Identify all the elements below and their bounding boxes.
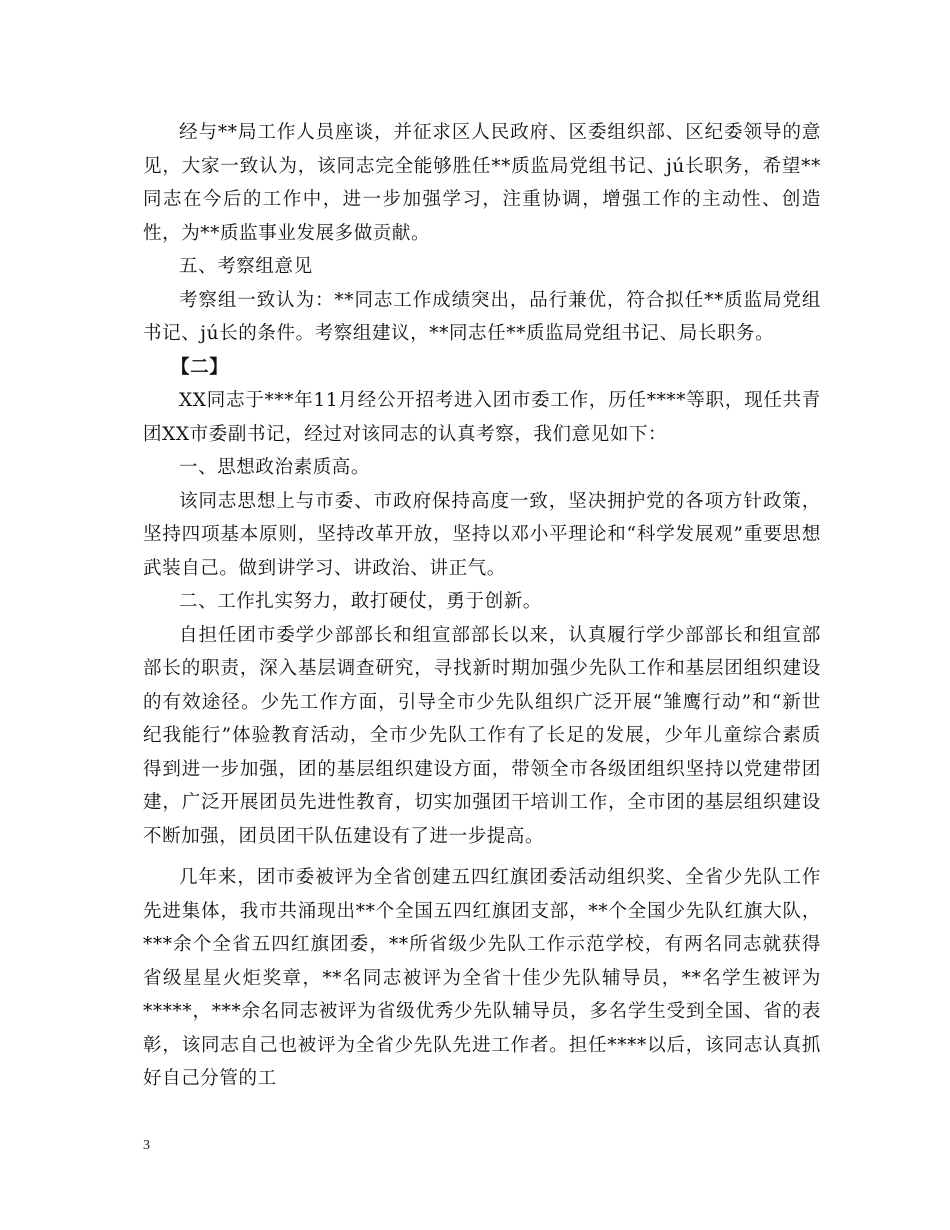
paragraph: 考察组一致认为：**同志工作成绩突出，品行兼优，符合拟任**质监局党组书记、jú长的条件。考察组建议，**同志任**质监局党组书记、局长职务。 <box>143 289 821 344</box>
section-heading: 二、工作扎实努力，敢打硬仗，勇于创新。 <box>179 591 542 612</box>
paragraph: 该同志思想上与市委、市政府保持高度一致，坚决拥护党的各项方针政策，坚持四项基本原则，坚持改革开放，坚持以邓小平理论和“科学发展观”重要思想武装自己。做到讲学习、讲政治、讲正气。 <box>143 490 821 579</box>
paragraph: XX同志于***年11月经公开招考进入团市委工作，历任****等职，现任共青团XX市委副书记，经过对该同志的认真考察，我们意见如下： <box>143 390 821 445</box>
section-heading: 一、思想政治素质高。 <box>179 457 371 478</box>
part-heading: 【二】 <box>171 356 229 378</box>
section-heading: 五、考察组意见 <box>179 256 313 277</box>
page-number: 3 <box>143 1138 150 1153</box>
paragraph: 几年来，团市委被评为全省创建五四红旗团委活动组织奖、全省少先队工作先进集体，我市共涌现出**个全国五四红旗团支部，**个全国少先队红旗大队，***余个全省五四红旗团委，**所省级少先队工作示范学校，有两名同志就获得省级星星火炬奖章，**名同志被评为全省十佳少先队辅导员，**名学生被评为*****，***余名同志被评为省级优秀少先队辅导员，多名学生受到全国、省的表彰，该同志自己也被评为全省少先队先进工作者。担任****以后，该同志认真抓好自己分管的工 <box>143 867 821 1089</box>
document-body <box>143 116 821 1096</box>
paragraph: 经与**局工作人员座谈，并征求区人民政府、区委组织部、区纪委领导的意见，大家一致认为，该同志完全能够胜任**质监局党组书记、jú长职务，希望**同志在今后的工作中，进一步加强学习，注重协调，增强工作的主动性、创造性，为**质监事业发展多做贡献。 <box>143 122 821 244</box>
paragraph: 自担任团市委学少部部长和组宣部部长以来，认真履行学少部部长和组宣部部长的职责，深入基层调查研究，寻找新时期加强少先队工作和基层团组织建设的有效途径。少先工作方面，引导全市少先队组织广泛开展“雏鹰行动”和“新世纪我能行”体验教育活动，全市少先队工作有了长足的发展，少年儿童综合素质得到进一步加强，团的基层组织建设方面，带领全市各级团组织坚持以党建带团建，广泛开展团员先进性教育，切实加强团干培训工作，全市团的基层组织建设不断加强，团员团干队伍建设有了进一步提高。 <box>143 624 821 847</box>
